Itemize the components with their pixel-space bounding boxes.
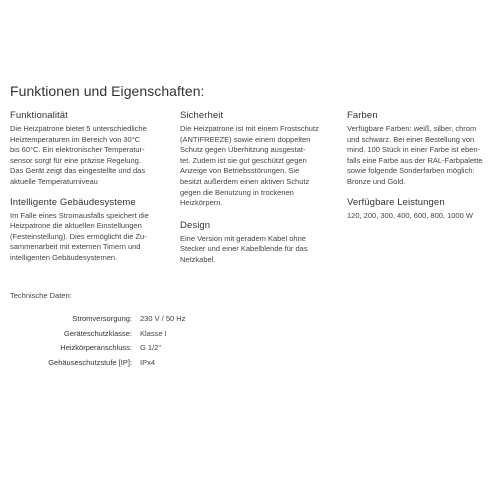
- spec-row-ip-rating: [10, 358, 310, 373]
- section-text-safety: Die Heizpatrone ist mit einem Frostschutz (ANTIFREEZE) sowie einem doppelten Schutz gegen Überhitzung ausgestat- tet. Zudem ist sie gut geschützt gegen Anzeige von Betriebsstörungen. Sie besitzt außerdem einen aktiven Schutz gegen die Benutzung in trockenen Heizkörpern.: [180, 124, 319, 208]
- spec-value: IPx4: [140, 357, 156, 367]
- section-text-smart-buildings: Im Falle eines Stromausfalls speichert die Heizpatrone die aktuellen Einstellungen (Festeinstellung). Dies ermöglicht die Zu- sammenarbeit mit externen Timern und intelligenten Gebäudesystemen.: [10, 210, 149, 262]
- spec-row-power-supply: [10, 314, 310, 329]
- spec-label: Gehäuseschutzstufe [IP]:: [48, 357, 132, 367]
- column-functions: [10, 110, 168, 264]
- column-colors: [347, 110, 497, 221]
- section-text-colors: Verfügbare Farben: weiß, silber, chrom und schwarz. Bei einer Bestellung von mind. 100 Stück in einer Farbe ist eben- falls eine Farbe aus der RAL-Farbpalette sowie folgende Sonderfarben möglich: Bronze und Gold.: [347, 124, 483, 186]
- page-title: Funktionen und Eigenschaften:: [10, 83, 205, 99]
- section-text-design: Eine Version mit geradem Kabel ohne Stecker und einer Kabelblende für das Netzkabel.: [180, 233, 308, 264]
- section-heading-functionality: Funktionalität: [10, 110, 68, 121]
- spec-table: [10, 314, 310, 372]
- section-heading-colors: Farben: [347, 110, 378, 121]
- spec-row-protection-class: [10, 329, 310, 344]
- spec-label: Heizkörperanschluss:: [60, 343, 132, 352]
- section-heading-smart-buildings: Intelligente Gebäudesysteme: [10, 196, 136, 208]
- section-text-power-ratings: 120, 200, 300, 400, 600, 800, 1000 W: [347, 210, 473, 220]
- section-heading-safety: Sicherheit: [180, 110, 224, 121]
- section-heading-design: Design: [180, 219, 211, 231]
- spec-value: Klasse I: [140, 328, 167, 338]
- tech-data-title: Technische Daten:: [10, 291, 72, 300]
- spec-value: 230 V / 50 Hz: [140, 314, 186, 323]
- spec-row-radiator-connection: [10, 343, 310, 358]
- section-heading-power-ratings: Verfügbare Leistungen: [347, 196, 445, 208]
- spec-label: Stromversorgung:: [72, 314, 132, 323]
- column-safety: [180, 110, 338, 266]
- spec-label: Geräteschutzklasse:: [64, 328, 132, 338]
- section-text-functionality: Die Heizpatrone bietet 5 unterschiedliche Heiztemperaturen im Bereich von 30°C bis 60°C. Ein elektronischer Temperatur- sensor sorgt für eine präzise Regelung. Das Gerät zeigt das eingestellte und das aktuelle Temperaturniveau: [10, 124, 147, 186]
- spec-value: G 1/2": [140, 343, 162, 352]
